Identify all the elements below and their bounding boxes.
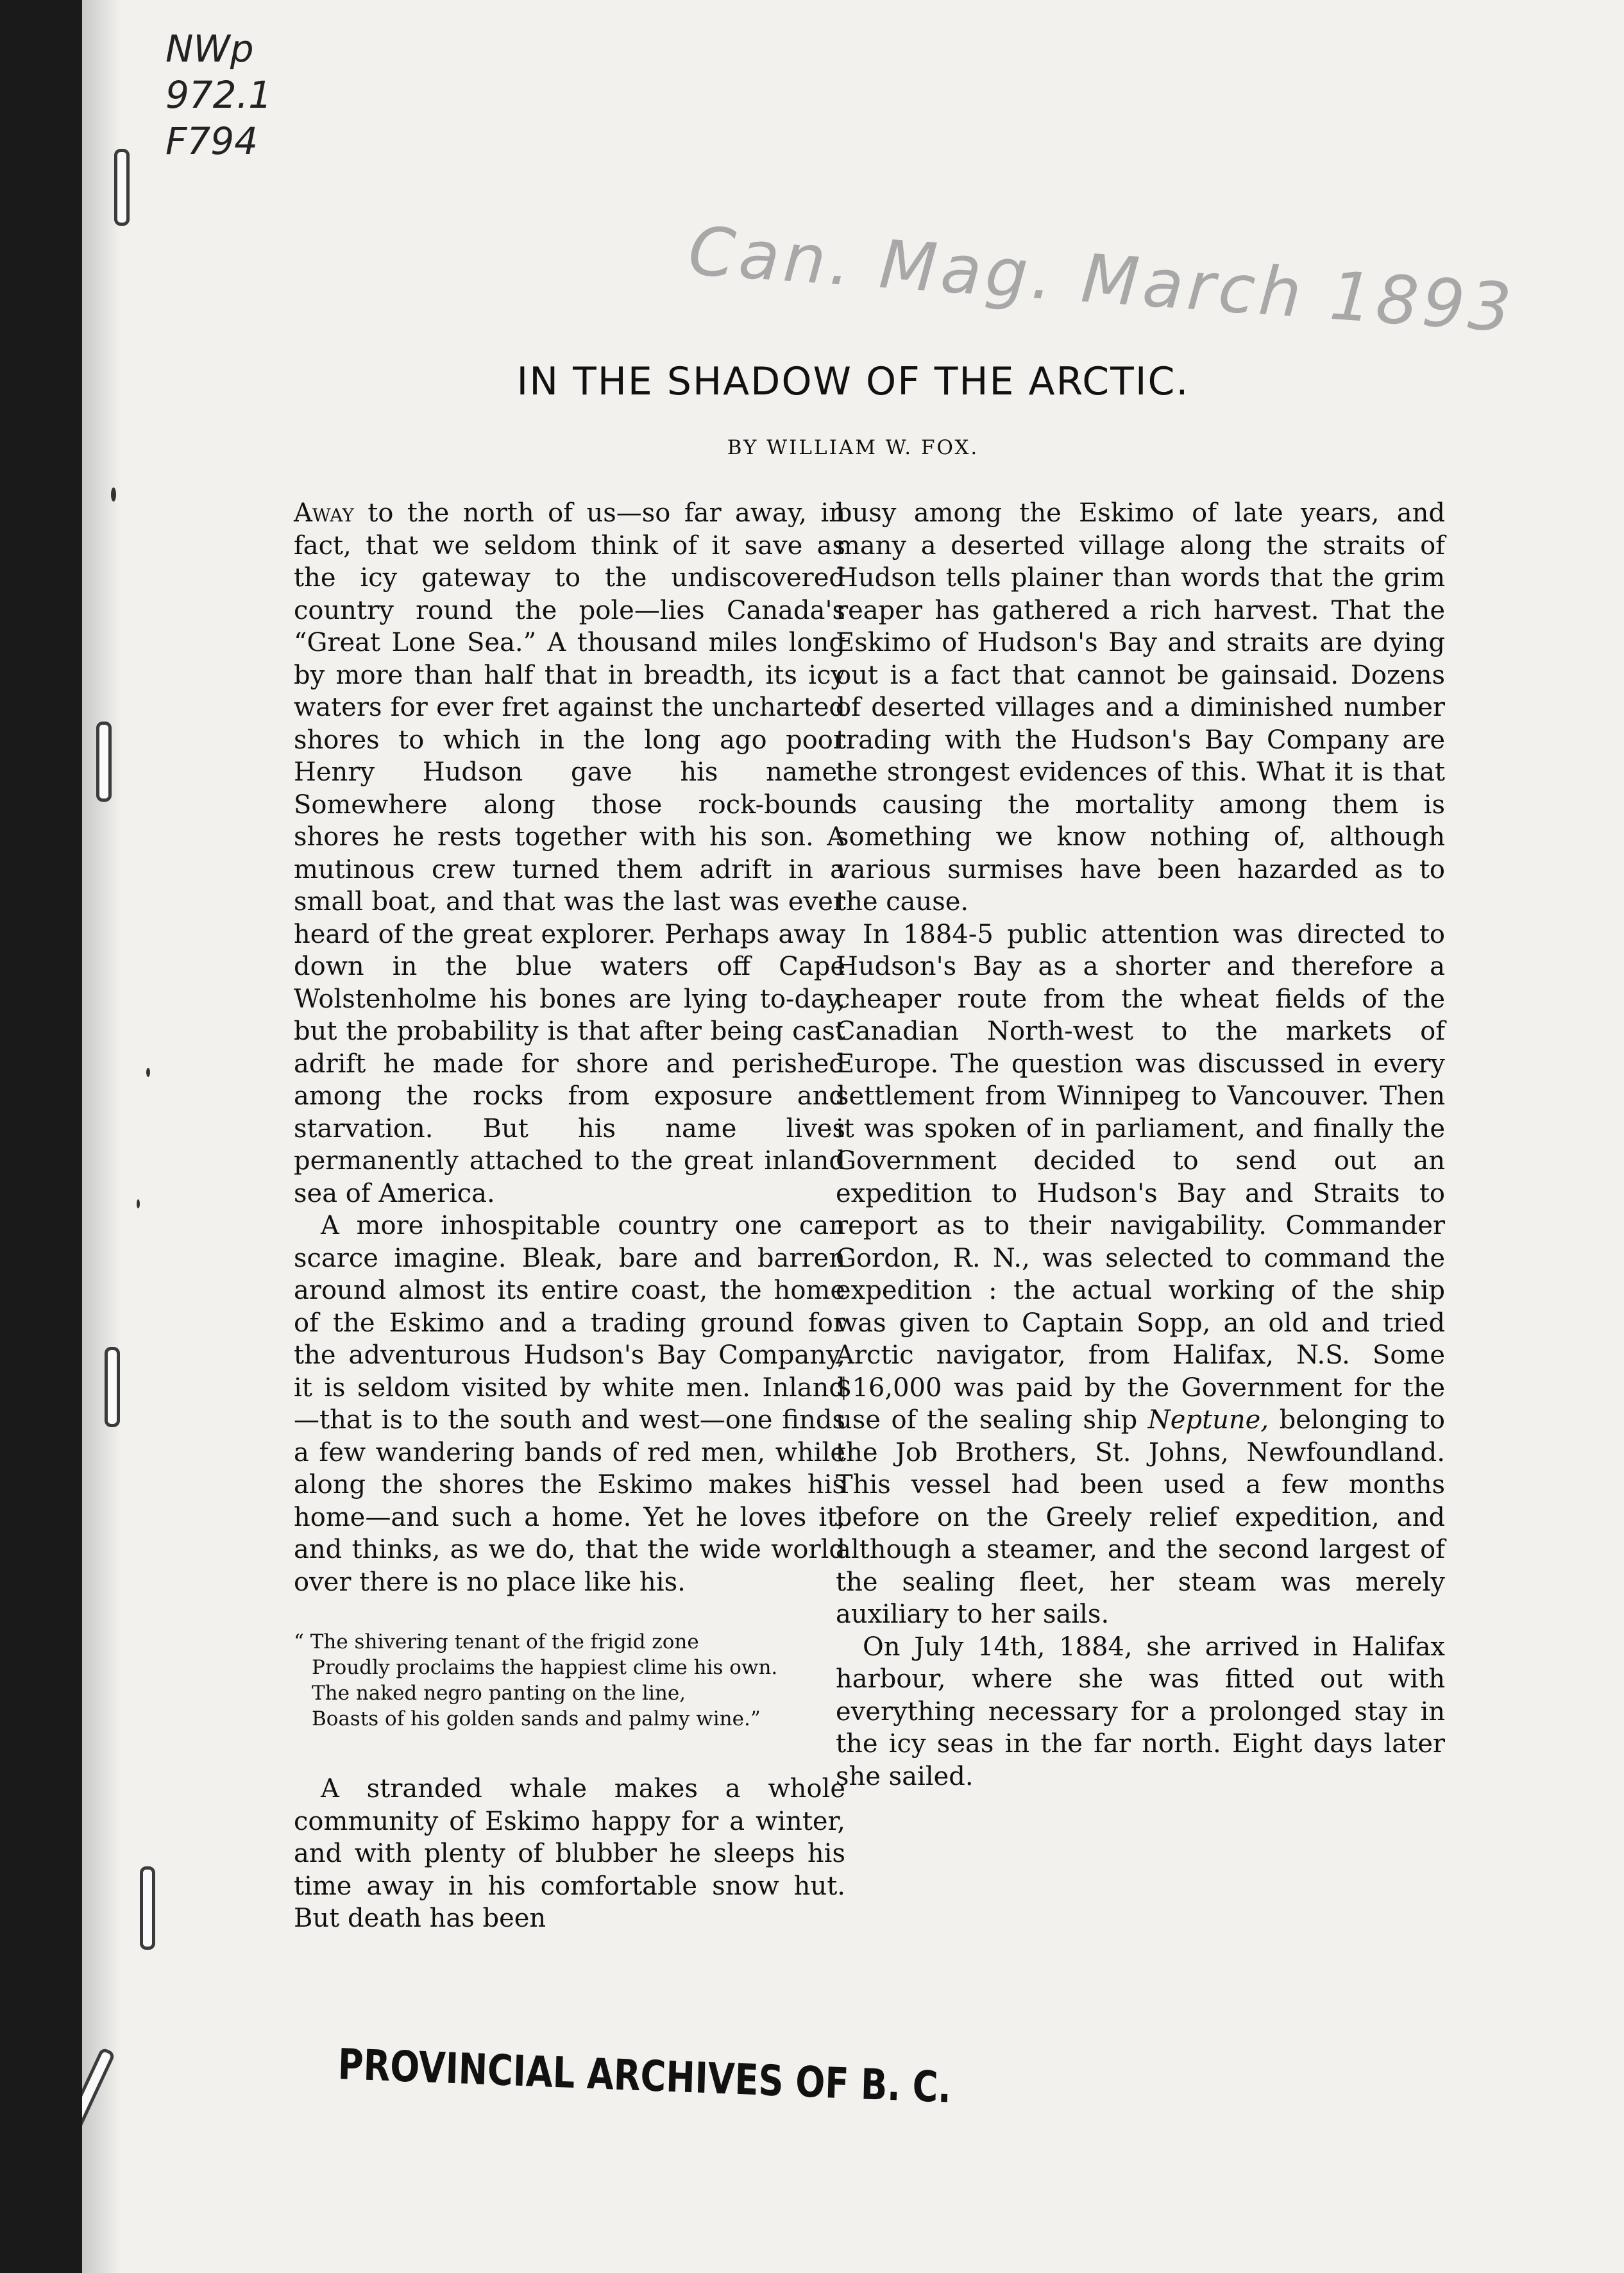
paragraph: A more inhospitable country one can scarce imagine. Bleak, bare and barren around almost its entire coast, the home of the Eskimo and a trading ground for the adventurous Hudson's Bay Company, it is seldom visited by white men. Inland—that is to the south and west—one finds a few wandering bands of red men, while along the shores the Eskimo makes his home—and such a home. Yet he loves it, and thinks, as we do, that the wide world over there is no place like his. <box>294 1211 845 1597</box>
text-column-right <box>836 497 1445 1793</box>
verse-line: Boasts of his golden sands and palmy wine.” <box>312 1707 761 1730</box>
paragraph-text: to the north of us—so far away, in fact, that we seldom think of it save as the icy gateway to the undiscovered country round the pole—lies Canada's “Great Lone Sea.” A thousand miles long by more than half that in breadth, its icy waters for ever fret against the uncharted shores to which in the long ago poor Henry Hudson gave his name. Somewhere along those rock-bound shores he rests together with his son. A mutinous crew turned them adrift in a small boat, and that was the last was ever heard of the great explorer. Perhaps away down in the blue waters off Cape Wolstenholme his bones are lying to-day, but the probability is that after being cast adrift he made for shore and perished among the rocks from exposure and starvation. But his name lives permanently attached to the great inland sea of America. <box>294 498 845 1208</box>
binding-mark <box>140 1866 155 1950</box>
scan-speck <box>137 1199 140 1208</box>
paragraph: busy among the Eskimo of late years, and many a deserted village along the straits of Hudson tells plainer than words that the grim reaper has gathered a rich harvest. That the Eskimo of Hudson's Bay and straits are dying out is a fact that cannot be gainsaid. Dozens of deserted villages and a diminished number trading with the Hudson's Bay Company are the strongest evidences of this. What it is that is causing the mortality among them is something we know nothing of, although various surmises have been hazarded as to the cause. <box>836 498 1445 917</box>
call-number-line: 972.1 <box>165 73 273 117</box>
binding-mark <box>105 1347 120 1427</box>
article-byline: BY WILLIAM W. FOX. <box>727 436 979 459</box>
text-column-left <box>294 497 845 1935</box>
paragraph-text: belonging to the Job Brothers, St. Johns, Newfoundland. This vessel had been used a few months before on the Greely relief expedition, and although a steamer, and the second largest of the sealing fleet, her steam was merely auxiliary to her sails. <box>836 1405 1445 1629</box>
drop-lead-word: Away <box>294 498 354 528</box>
paragraph: A stranded whale makes a whole community of Eskimo happy for a winter, and with plenty of blubber he sleeps his time away in his comfortable snow hut. But death has been <box>294 1774 845 1933</box>
scan-speck <box>146 1068 150 1077</box>
paragraph <box>836 918 1445 1631</box>
call-number-line: NWp <box>165 27 254 71</box>
verse-line: Proudly proclaims the happiest clime his own. <box>312 1656 778 1679</box>
paragraph-text: In 1884-5 public attention was directed to Hudson's Bay as a shorter and therefore a cheaper route from the wheat fields of the Canadian North-west to the markets of Europe. The question was discussed in every settlement from Winnipeg to Vancouver. Then it was spoken of in parliament, and finally the Government decided to send out an expedition to Hudson's Bay and Straits to report as to their navigability. Commander Gordon, R. N., was selected to command the expedition : the actual working of the ship was given to Captain Sopp, an old and tried Arctic navigator, from Halifax, N.S. Some $16,000 was paid by the Government for the use of the sealing ship <box>836 919 1445 1435</box>
verse-line: The naked negro panting on the line, <box>312 1682 686 1705</box>
binding-mark <box>114 149 130 226</box>
article-title: IN THE SHADOW OF THE ARCTIC. <box>516 359 1190 404</box>
pencil-source-note: Can. Mag. March 1893 <box>686 212 1518 348</box>
verse-quotation <box>294 1629 845 1732</box>
call-number-line: F794 <box>165 119 258 163</box>
paragraph: On July 14th, 1884, she arrived in Halifax harbour, where she was fitted out with everything necessary for a prolonged stay in the icy seas in the far north. Eight days later she sailed. <box>836 1632 1445 1791</box>
paragraph <box>294 497 845 1210</box>
ship-name: Neptune, <box>1147 1405 1269 1435</box>
scanned-page <box>82 0 1624 2273</box>
binding-mark <box>96 722 112 802</box>
handwritten-call-number <box>165 26 272 164</box>
archives-stamp: PROVINCIAL ARCHIVES OF B. C. <box>337 2040 952 2113</box>
scan-speck <box>111 487 116 502</box>
page-edge-shadow <box>82 0 121 2273</box>
verse-line: “ The shivering tenant of the frigid zone <box>294 1630 699 1653</box>
